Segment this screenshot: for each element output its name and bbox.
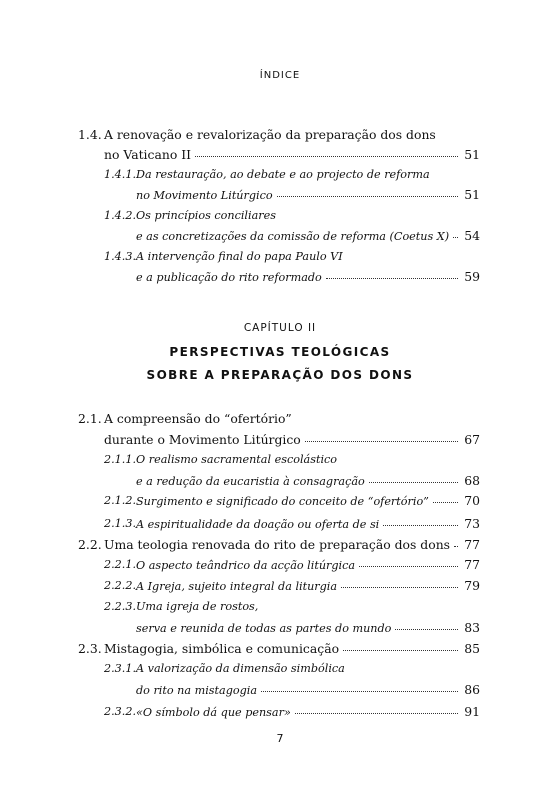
toc-entry-line-1-4-1	[104, 126, 436, 144]
dot-leader	[395, 621, 458, 630]
toc-entry-page: 59	[464, 269, 480, 284]
toc-entry-text: A renovação e revalorização da preparação dos dons	[104, 127, 436, 142]
toc-entry-text: serva e reunida de todas as partes do mundo	[136, 622, 392, 635]
toc-entry-page: 51	[464, 187, 480, 202]
toc-entry-line-2-3-1	[104, 640, 480, 658]
toc-entry-line-1-4-1-1	[136, 166, 430, 184]
dot-leader	[277, 188, 458, 197]
toc-entry-number-1-4: 1.4.	[78, 127, 102, 142]
toc-entry-line-2-2-1	[104, 536, 480, 554]
toc-entry-page: 73	[464, 516, 480, 531]
toc-entry-number-2-3: 2.3.	[78, 641, 102, 656]
toc-entry-line-1-4-1-2	[136, 186, 480, 204]
toc-entry-text: Os princípios conciliares	[136, 209, 276, 222]
toc-entry-number-2-3-1: 2.3.1.	[104, 662, 137, 675]
dot-leader	[261, 683, 458, 692]
toc-entry-line-2-2-1-1	[136, 556, 480, 574]
toc-entry-line-2-2-3-2	[136, 619, 480, 637]
toc-entry-line-2-3-2-1	[136, 703, 480, 721]
dot-leader	[305, 433, 458, 442]
toc-entry-text: A intervenção final do papa Paulo VI	[136, 250, 343, 263]
toc-entry-number-2-1-2: 2.1.2.	[104, 494, 137, 507]
toc-entry-text: no Vaticano II	[104, 147, 192, 162]
dot-leader	[433, 494, 458, 503]
toc-entry-text: Uma teologia renovada do rito de preparação dos dons	[104, 537, 451, 552]
toc-entry-page: 70	[464, 493, 480, 508]
toc-entry-text: no Movimento Litúrgico	[136, 189, 273, 202]
toc-entry-line-2-1-1-2	[136, 472, 480, 490]
toc-entry-text: e a publicação do rito reformado	[136, 271, 322, 284]
toc-entry-text: Surgimento e significado do conceito de “ofertório”	[136, 495, 429, 508]
toc-entry-line-2-2-3-1	[136, 598, 258, 616]
toc-entry-page: 77	[464, 557, 480, 572]
toc-entry-text: A Igreja, sujeito integral da liturgia	[136, 580, 338, 593]
dot-leader	[369, 474, 458, 483]
toc-entry-number-2-1: 2.1.	[78, 411, 102, 426]
toc-entry-page: 86	[464, 682, 480, 697]
toc-entry-line-2-3-1-2	[136, 681, 480, 699]
dot-leader	[453, 229, 458, 238]
dot-leader	[383, 517, 458, 526]
toc-entry-line-1-4-2	[104, 146, 480, 164]
dot-leader	[341, 579, 458, 588]
toc-entry-line-1-4-3-1	[136, 248, 343, 266]
toc-entry-text: e a redução da eucaristia à consagração	[136, 475, 365, 488]
dot-leader	[343, 642, 458, 651]
toc-entry-number-2-3-2: 2.3.2.	[104, 705, 137, 718]
toc-entry-line-2-1-1-1	[136, 451, 337, 469]
toc-entry-page: 91	[464, 704, 480, 719]
dot-leader	[454, 538, 458, 547]
toc-entry-line-2-3-1-1	[136, 660, 345, 678]
toc-entry-line-2-1-3-1	[136, 515, 480, 533]
toc-entry-line-1-4-3-2	[136, 268, 480, 286]
running-head: ÍNDICE	[259, 70, 301, 81]
page-number: 7	[276, 732, 284, 745]
dot-leader	[359, 558, 458, 567]
toc-entry-page: 79	[464, 578, 480, 593]
chapter-title-line2: SOBRE A PREPARAÇÃO DOS DONS	[146, 368, 414, 382]
toc-entry-page: 67	[464, 432, 480, 447]
toc-entry-number-1-4-3: 1.4.3.	[104, 250, 137, 263]
toc-entry-page: 54	[464, 228, 480, 243]
toc-entry-number-1-4-1: 1.4.1.	[104, 168, 137, 181]
toc-entry-text: Mistagogia, simbólica e comunicação	[104, 641, 340, 656]
toc-entry-line-2-1-2	[104, 431, 480, 449]
toc-entry-text: «O símbolo dá que pensar»	[136, 706, 291, 719]
toc-entry-text: A compreensão do “ofertório”	[104, 411, 292, 426]
toc-entry-number-2-2-1: 2.2.1.	[104, 558, 137, 571]
toc-entry-text: A valorização da dimensão simbólica	[136, 662, 345, 675]
toc-entry-number-2-1-1: 2.1.1.	[104, 453, 137, 466]
toc-entry-line-2-1-2-1	[136, 492, 480, 510]
toc-entry-page: 83	[464, 620, 480, 635]
dot-leader	[195, 148, 458, 157]
toc-entry-number-2-2: 2.2.	[78, 537, 102, 552]
toc-entry-page: 77	[464, 537, 480, 552]
toc-entry-text: Uma igreja de rostos,	[136, 600, 259, 613]
toc-entry-page: 51	[464, 147, 480, 162]
toc-entry-text: O aspecto teândrico da acção litúrgica	[136, 559, 356, 572]
toc-entry-line-2-2-2-1	[136, 577, 480, 595]
toc-entry-page: 68	[464, 473, 480, 488]
toc-entry-text: A espiritualidade da doação ou oferta de si	[136, 518, 380, 531]
toc-entry-page: 85	[464, 641, 480, 656]
toc-entry-number-2-2-2: 2.2.2.	[104, 579, 137, 592]
chapter-number: CAPÍTULO II	[243, 322, 317, 334]
toc-entry-text: durante o Movimento Litúrgico	[104, 432, 301, 447]
chapter-title-line1: PERSPECTIVAS TEOLÓGICAS	[169, 345, 391, 359]
toc-entry-number-2-2-3: 2.2.3.	[104, 600, 137, 613]
toc-entry-number-2-1-3: 2.1.3.	[104, 517, 137, 530]
toc-entry-number-1-4-2: 1.4.2.	[104, 209, 137, 222]
toc-entry-text: do rito na mistagogia	[136, 684, 257, 697]
toc-entry-line-2-1-1	[104, 410, 292, 428]
toc-entry-line-1-4-2-1	[136, 207, 276, 225]
toc-entry-text: O realismo sacramental escolástico	[136, 453, 338, 466]
toc-entry-line-1-4-2-2	[136, 227, 480, 245]
toc-entry-text: e as concretizações da comissão de reforma (Coetus X)	[136, 230, 450, 243]
toc-entry-text: Da restauração, ao debate e ao projecto de reforma	[136, 168, 430, 181]
dot-leader	[295, 705, 458, 714]
dot-leader	[326, 270, 458, 279]
